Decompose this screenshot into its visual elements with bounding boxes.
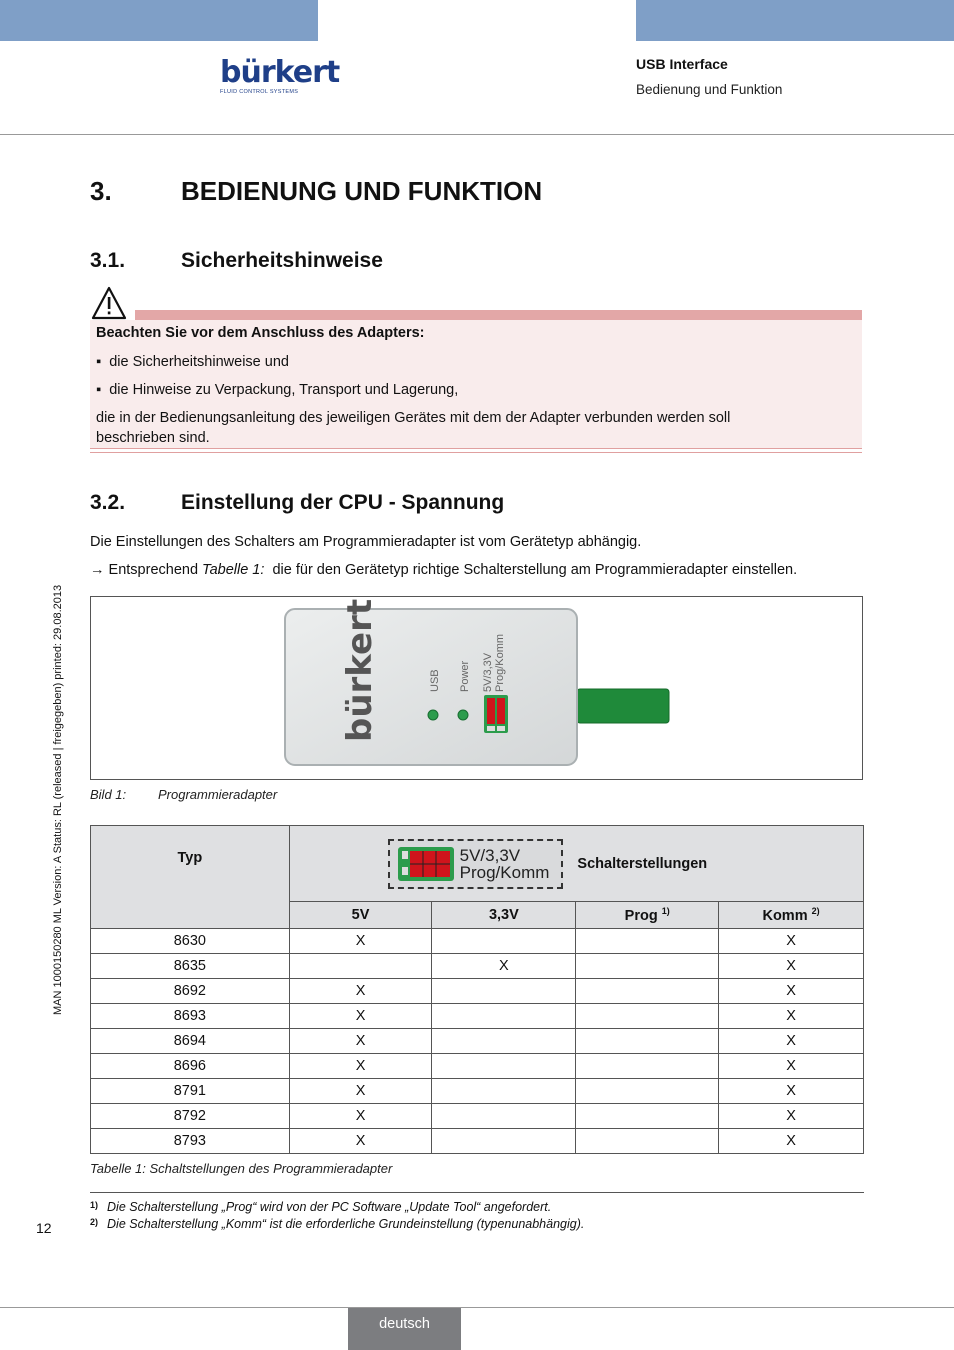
- warning-triangle-icon: [91, 286, 127, 320]
- logo-tagline: FLUID CONTROL SYSTEMS: [220, 89, 299, 95]
- label-switch-2: Prog/Komm: [494, 633, 506, 692]
- col-prog: Prog $^{1)}$: [576, 902, 719, 929]
- header-divider: [0, 134, 954, 135]
- switch-illustration: [388, 839, 564, 889]
- section-number: 3.: [90, 176, 112, 206]
- col-komm: Komm $^{2)}$: [719, 902, 864, 929]
- warning-box-underline: [90, 452, 862, 453]
- table-row: 8696 X X: [91, 1054, 864, 1079]
- footnote-2: $^{2)}$ Die Schalterstellung „Komm“ ist die erforderliche Grundeinstellung (typenunabhängig).: [90, 1217, 585, 1231]
- sub2-number: 3.2.: [90, 491, 126, 514]
- label-usb: USB: [429, 669, 441, 692]
- header-bar-right: [636, 0, 954, 41]
- col-group-header: [289, 826, 863, 902]
- table-row: 8791 X X: [91, 1079, 864, 1104]
- col-5v: 5V: [289, 902, 432, 929]
- sub2-title: Einstellung der CPU - Spannung: [181, 491, 505, 514]
- table-row: 8635 X X: [91, 954, 864, 979]
- table-row: 8792 X X: [91, 1104, 864, 1129]
- sub1-number: 3.1.: [90, 249, 126, 272]
- footnote-divider: [90, 1192, 864, 1193]
- table-caption: Tabelle 1: Schaltstellungen des Programmieradapter: [90, 1161, 393, 1176]
- figure-box: [90, 596, 863, 780]
- figure-caption-number: Bild 1:: [90, 787, 127, 802]
- device-logo: bürkert: [340, 598, 380, 742]
- instruction-paragraph: → Entsprechend Tabelle 1: die für den Gerätetyp richtige Schalterstellung am Programmieradapter einstellen.: [90, 562, 798, 578]
- col-group-label: Schalterstellungen: [577, 855, 708, 872]
- body-paragraph: Die Einstellungen des Schalters am Programmieradapter ist vom Gerätetyp abhängig.: [90, 534, 642, 550]
- label-power: Power: [459, 660, 471, 692]
- header-bar-left: [0, 0, 318, 41]
- table-reference: Tabelle 1:: [202, 562, 265, 578]
- table-row: 8793 X X: [91, 1129, 864, 1154]
- warning-text-2: beschrieben sind.: [96, 430, 210, 446]
- warning-bar: [135, 310, 862, 320]
- dip-switch-icon: [398, 847, 454, 881]
- switch-label-1: 5V/3,3V: [459, 845, 521, 865]
- footnote-1: $^{1)}$ Die Schalterstellung „Prog“ wird von der PC Software „Update Tool“ angefordert.: [90, 1200, 552, 1214]
- arrow-icon: →: [90, 562, 105, 578]
- col-typ: Typ: [91, 826, 290, 929]
- doc-title: USB Interface: [636, 56, 728, 72]
- burkert-logo: [220, 55, 340, 95]
- sub1-title: Sicherheitshinweise: [181, 249, 383, 272]
- footnote-ref-1: 1): [661, 906, 670, 917]
- switch-label-2: Prog/Komm: [459, 862, 550, 882]
- footnote-ref-2: 2): [811, 906, 820, 917]
- warning-bullet-2: ▪ die Hinweise zu Verpackung, Transport und Lagerung,: [96, 382, 459, 398]
- warning-heading: Beachten Sie vor dem Anschluss des Adapters:: [96, 325, 425, 341]
- label-switch-1: 5V/3,3V: [482, 652, 494, 692]
- doc-section: Bedienung und Funktion: [636, 82, 783, 97]
- warning-text-1: die in der Bedienungsanleitung des jeweiligen Gerätes mit dem der Adapter verbunden werden soll: [96, 410, 731, 426]
- warning-bullet-1: ▪ die Sicherheitshinweise und: [96, 354, 289, 370]
- table-row: 8694 X X: [91, 1029, 864, 1054]
- footer-divider: [0, 1307, 954, 1308]
- col-3-3v: 3,3V: [432, 902, 576, 929]
- switch-settings-table: [90, 825, 864, 1154]
- usb-led: [428, 710, 438, 720]
- figure-caption-text: Programmieradapter: [158, 787, 278, 802]
- side-document-info: MAN 1000150280 ML Version: A Status: RL (released | freigegeben) printed: 29.08.2013: [52, 584, 64, 1015]
- power-led: [458, 710, 468, 720]
- language-tab: deutsch: [348, 1308, 461, 1350]
- table-row: 8693 X X: [91, 1004, 864, 1029]
- table-row: 8630 X X: [91, 929, 864, 954]
- logo-word: bürkert: [220, 55, 340, 90]
- programming-adapter-image: [91, 597, 862, 779]
- table-row: 8692 X X: [91, 979, 864, 1004]
- page-number: 12: [36, 1220, 52, 1236]
- section-title: BEDIENUNG UND FUNKTION: [181, 176, 543, 206]
